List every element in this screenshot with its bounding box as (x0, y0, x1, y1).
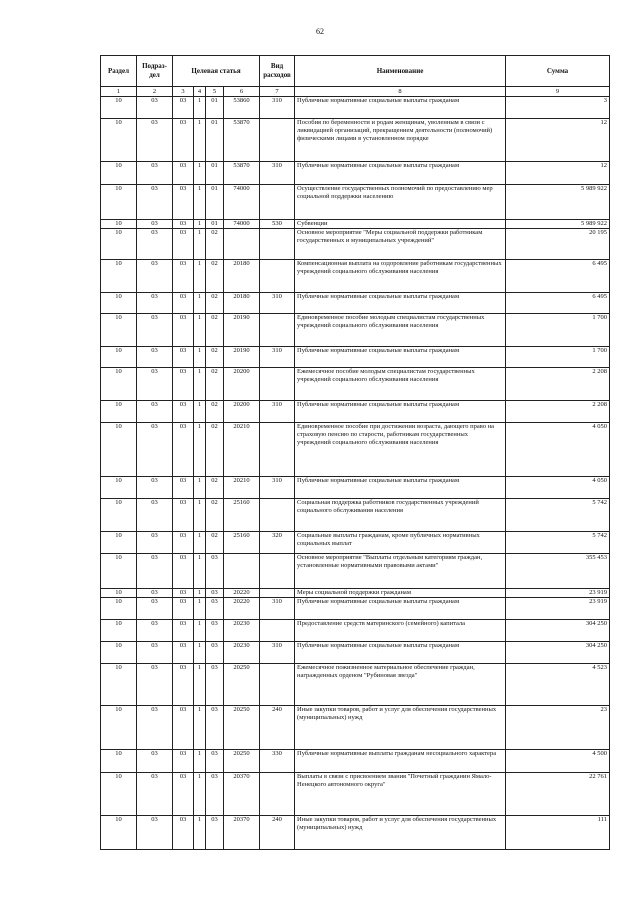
podrazdel-cell: 03 (137, 162, 173, 185)
target-code-cell: 20200 (224, 401, 260, 423)
name-cell: Социальная поддержка работников государственных учреждений социального обслуживания населения (295, 499, 506, 532)
razdel-cell: 10 (101, 97, 137, 119)
target-code-cell: 53870 (224, 162, 260, 185)
target-code-cell: 20180 (224, 293, 260, 314)
table-row (101, 368, 610, 401)
col-number: 4 (194, 87, 206, 97)
target-code-cell: 03 (206, 664, 224, 706)
target-code-cell (224, 229, 260, 260)
target-code-cell: 03 (206, 816, 224, 850)
target-code-cell: 1 (194, 314, 206, 347)
razdel-cell: 10 (101, 423, 137, 477)
table-row (101, 185, 610, 220)
sum-cell: 4 523 (506, 664, 610, 706)
target-code-cell: 20370 (224, 773, 260, 816)
target-code-cell: 03 (173, 750, 194, 773)
table-row (101, 706, 610, 750)
sum-cell: 6 495 (506, 293, 610, 314)
col-number: 6 (224, 87, 260, 97)
razdel-cell: 10 (101, 347, 137, 368)
target-code-cell: 1 (194, 706, 206, 750)
target-code-cell: 02 (206, 260, 224, 293)
target-code-cell: 03 (173, 554, 194, 589)
podrazdel-cell: 03 (137, 773, 173, 816)
sum-cell: 355 453 (506, 554, 610, 589)
target-code-cell: 03 (206, 642, 224, 664)
target-code-cell: 1 (194, 499, 206, 532)
expense-type-cell (260, 119, 295, 162)
expense-type-cell: 310 (260, 598, 295, 620)
name-cell: Осуществление государственных полномочий по предоставлению мер социальной поддержки населению (295, 185, 506, 220)
sum-cell: 111 (506, 816, 610, 850)
target-code-cell: 1 (194, 589, 206, 598)
razdel-cell: 10 (101, 532, 137, 554)
name-cell: Основное мероприятие "Выплаты отдельным категориям граждан, установленные нормативными правовыми актами" (295, 554, 506, 589)
name-cell: Публичные нормативные социальные выплаты гражданам (295, 347, 506, 368)
target-code-cell: 03 (206, 750, 224, 773)
sum-cell: 22 761 (506, 773, 610, 816)
table-row (101, 477, 610, 499)
name-cell: Социальные выплаты гражданам, кроме публичных нормативных социальных выплат (295, 532, 506, 554)
podrazdel-cell: 03 (137, 816, 173, 850)
expense-type-cell: 330 (260, 750, 295, 773)
razdel-cell: 10 (101, 816, 137, 850)
podrazdel-cell: 03 (137, 532, 173, 554)
target-code-cell: 20190 (224, 314, 260, 347)
target-code-cell: 03 (206, 773, 224, 816)
podrazdel-cell: 03 (137, 314, 173, 347)
target-code-cell: 03 (173, 773, 194, 816)
razdel-cell: 10 (101, 119, 137, 162)
expense-type-cell (260, 260, 295, 293)
target-code-cell: 03 (173, 162, 194, 185)
razdel-cell: 10 (101, 499, 137, 532)
sum-cell: 2 208 (506, 401, 610, 423)
header-naimenovanie: Наименование (295, 56, 506, 87)
sum-cell: 20 195 (506, 229, 610, 260)
expense-type-cell (260, 314, 295, 347)
podrazdel-cell: 03 (137, 185, 173, 220)
expense-type-cell: 310 (260, 97, 295, 119)
target-code-cell: 03 (173, 532, 194, 554)
podrazdel-cell: 03 (137, 642, 173, 664)
table-row (101, 162, 610, 185)
name-cell: Единовременное пособие при достижении возраста, дающего право на страховую пенсию по старости, работникам государственных учреждений социального обслуживания населения (295, 423, 506, 477)
col-number: 5 (206, 87, 224, 97)
podrazdel-cell: 03 (137, 477, 173, 499)
table-row (101, 532, 610, 554)
razdel-cell: 10 (101, 477, 137, 499)
target-code-cell: 02 (206, 293, 224, 314)
table-row (101, 554, 610, 589)
sum-cell: 23 919 (506, 598, 610, 620)
target-code-cell: 03 (206, 598, 224, 620)
target-code-cell: 03 (173, 185, 194, 220)
podrazdel-cell: 03 (137, 598, 173, 620)
sum-cell: 12 (506, 119, 610, 162)
sum-cell: 5 989 922 (506, 220, 610, 229)
header-summa: Сумма (506, 56, 610, 87)
expense-type-cell: 310 (260, 162, 295, 185)
podrazdel-cell: 03 (137, 423, 173, 477)
table-row (101, 220, 610, 229)
target-code-cell: 03 (173, 642, 194, 664)
header-celevaya-statya: Целевая статья (173, 56, 260, 87)
expense-type-cell: 240 (260, 706, 295, 750)
target-code-cell: 03 (173, 220, 194, 229)
name-cell: Основное мероприятие "Меры социальной поддержки работникам государственных и муниципальных учреждений" (295, 229, 506, 260)
target-code-cell: 03 (173, 347, 194, 368)
col-number: 2 (137, 87, 173, 97)
name-cell: Компенсационная выплата на оздоровление работникам государственных учреждений социального обслуживания населения (295, 260, 506, 293)
target-code-cell: 03 (173, 293, 194, 314)
col-number: 7 (260, 87, 295, 97)
expense-type-cell: 530 (260, 220, 295, 229)
razdel-cell: 10 (101, 620, 137, 642)
col-number: 1 (101, 87, 137, 97)
sum-cell: 23 (506, 706, 610, 750)
table-row (101, 423, 610, 477)
name-cell: Иные закупки товаров, работ и услуг для обеспечения государственных (муниципальных) нужд (295, 706, 506, 750)
target-code-cell: 25160 (224, 532, 260, 554)
target-code-cell: 03 (173, 423, 194, 477)
target-code-cell: 03 (173, 589, 194, 598)
target-code-cell: 1 (194, 368, 206, 401)
table-row (101, 750, 610, 773)
razdel-cell: 10 (101, 554, 137, 589)
target-code-cell: 1 (194, 598, 206, 620)
header-vid-rashodov: Вид расходов (260, 56, 295, 87)
target-code-cell: 20220 (224, 589, 260, 598)
podrazdel-cell: 03 (137, 499, 173, 532)
expense-type-cell (260, 664, 295, 706)
target-code-cell: 03 (173, 314, 194, 347)
target-code-cell: 03 (173, 620, 194, 642)
expense-type-cell: 310 (260, 477, 295, 499)
target-code-cell: 1 (194, 162, 206, 185)
target-code-cell: 02 (206, 499, 224, 532)
target-code-cell: 1 (194, 816, 206, 850)
name-cell: Публичные нормативные выплаты гражданам несоциального характера (295, 750, 506, 773)
target-code-cell: 03 (173, 260, 194, 293)
razdel-cell: 10 (101, 260, 137, 293)
target-code-cell: 01 (206, 119, 224, 162)
name-cell: Субвенции (295, 220, 506, 229)
target-code-cell: 01 (206, 185, 224, 220)
target-code-cell: 02 (206, 423, 224, 477)
budget-table (100, 55, 610, 850)
target-code-cell: 20220 (224, 598, 260, 620)
target-code-cell: 1 (194, 554, 206, 589)
target-code-cell: 1 (194, 532, 206, 554)
target-code-cell: 1 (194, 773, 206, 816)
expense-type-cell: 310 (260, 347, 295, 368)
target-code-cell: 1 (194, 477, 206, 499)
target-code-cell: 1 (194, 664, 206, 706)
target-code-cell: 1 (194, 423, 206, 477)
name-cell: Меры социальной поддержки гражданам (295, 589, 506, 598)
podrazdel-cell: 03 (137, 706, 173, 750)
podrazdel-cell: 03 (137, 220, 173, 229)
podrazdel-cell: 03 (137, 229, 173, 260)
sum-cell: 6 495 (506, 260, 610, 293)
target-code-cell: 03 (173, 229, 194, 260)
razdel-cell: 10 (101, 314, 137, 347)
name-cell: Предоставление средств материнского (семейного) капитала (295, 620, 506, 642)
target-code-cell: 20230 (224, 620, 260, 642)
col-number: 9 (506, 87, 610, 97)
target-code-cell: 02 (206, 229, 224, 260)
podrazdel-cell: 03 (137, 368, 173, 401)
table-row (101, 229, 610, 260)
razdel-cell: 10 (101, 589, 137, 598)
razdel-cell: 10 (101, 642, 137, 664)
target-code-cell: 03 (173, 477, 194, 499)
name-cell: Публичные нормативные социальные выплаты гражданам (295, 598, 506, 620)
column-number-row (101, 87, 610, 97)
target-code-cell: 02 (206, 347, 224, 368)
expense-type-cell (260, 589, 295, 598)
razdel-cell: 10 (101, 220, 137, 229)
target-code-cell: 20230 (224, 642, 260, 664)
sum-cell: 1 700 (506, 347, 610, 368)
podrazdel-cell: 03 (137, 620, 173, 642)
podrazdel-cell: 03 (137, 589, 173, 598)
podrazdel-cell: 03 (137, 554, 173, 589)
sum-cell: 304 250 (506, 620, 610, 642)
target-code-cell: 1 (194, 220, 206, 229)
razdel-cell: 10 (101, 664, 137, 706)
podrazdel-cell: 03 (137, 401, 173, 423)
table-row (101, 816, 610, 850)
target-code-cell: 1 (194, 642, 206, 664)
name-cell: Публичные нормативные социальные выплаты гражданам (295, 293, 506, 314)
sum-cell: 12 (506, 162, 610, 185)
target-code-cell: 53870 (224, 119, 260, 162)
col-number: 8 (295, 87, 506, 97)
target-code-cell: 20190 (224, 347, 260, 368)
sum-cell: 5 989 922 (506, 185, 610, 220)
target-code-cell: 1 (194, 347, 206, 368)
expense-type-cell (260, 620, 295, 642)
sum-cell: 304 250 (506, 642, 610, 664)
table-row (101, 598, 610, 620)
razdel-cell: 10 (101, 750, 137, 773)
table-row (101, 293, 610, 314)
sum-cell: 4 050 (506, 423, 610, 477)
expense-type-cell (260, 423, 295, 477)
podrazdel-cell: 03 (137, 664, 173, 706)
target-code-cell: 03 (206, 620, 224, 642)
expense-type-cell (260, 499, 295, 532)
expense-type-cell: 240 (260, 816, 295, 850)
target-code-cell: 01 (206, 162, 224, 185)
expense-type-cell (260, 185, 295, 220)
podrazdel-cell: 03 (137, 347, 173, 368)
podrazdel-cell: 03 (137, 97, 173, 119)
target-code-cell: 02 (206, 477, 224, 499)
target-code-cell: 01 (206, 220, 224, 229)
podrazdel-cell: 03 (137, 293, 173, 314)
sum-cell: 5 742 (506, 532, 610, 554)
name-cell: Публичные нормативные социальные выплаты гражданам (295, 642, 506, 664)
target-code-cell: 03 (173, 401, 194, 423)
target-code-cell: 20250 (224, 664, 260, 706)
sum-cell: 23 919 (506, 589, 610, 598)
table-row (101, 260, 610, 293)
sum-cell: 4 050 (506, 477, 610, 499)
target-code-cell: 03 (206, 554, 224, 589)
razdel-cell: 10 (101, 706, 137, 750)
target-code-cell: 20210 (224, 477, 260, 499)
razdel-cell: 10 (101, 229, 137, 260)
target-code-cell: 20200 (224, 368, 260, 401)
table-row (101, 314, 610, 347)
target-code-cell: 1 (194, 401, 206, 423)
target-code-cell: 03 (173, 598, 194, 620)
target-code-cell: 20250 (224, 706, 260, 750)
target-code-cell: 20250 (224, 750, 260, 773)
table-row (101, 401, 610, 423)
target-code-cell: 03 (206, 589, 224, 598)
sum-cell: 3 (506, 97, 610, 119)
target-code-cell: 03 (173, 119, 194, 162)
target-code-cell: 03 (173, 816, 194, 850)
table-row (101, 773, 610, 816)
target-code-cell: 1 (194, 750, 206, 773)
target-code-cell: 1 (194, 97, 206, 119)
expense-type-cell (260, 554, 295, 589)
table-row (101, 499, 610, 532)
target-code-cell: 20370 (224, 816, 260, 850)
target-code-cell: 1 (194, 229, 206, 260)
table-row (101, 119, 610, 162)
target-code-cell: 74000 (224, 220, 260, 229)
target-code-cell: 02 (206, 314, 224, 347)
target-code-cell: 1 (194, 293, 206, 314)
target-code-cell: 02 (206, 368, 224, 401)
expense-type-cell: 320 (260, 532, 295, 554)
page-number: 62 (316, 27, 324, 36)
target-code-cell: 1 (194, 260, 206, 293)
name-cell: Иные закупки товаров, работ и услуг для обеспечения государственных (муниципальных) нужд (295, 816, 506, 850)
razdel-cell: 10 (101, 773, 137, 816)
razdel-cell: 10 (101, 598, 137, 620)
target-code-cell: 1 (194, 185, 206, 220)
expense-type-cell (260, 368, 295, 401)
target-code-cell: 03 (173, 706, 194, 750)
name-cell: Публичные нормативные социальные выплаты гражданам (295, 401, 506, 423)
target-code-cell: 20210 (224, 423, 260, 477)
header-razdel: Раздел (101, 56, 137, 87)
expense-type-cell: 310 (260, 401, 295, 423)
podrazdel-cell: 03 (137, 750, 173, 773)
name-cell: Единовременное пособие молодым специалистам государственных учреждений социального обслуживания населения (295, 314, 506, 347)
target-code-cell: 03 (173, 664, 194, 706)
name-cell: Ежемесячное пожизненное материальное обеспечение граждан, награжденных орденом "Рубиновая звезда" (295, 664, 506, 706)
name-cell: Публичные нормативные социальные выплаты гражданам (295, 162, 506, 185)
target-code-cell: 03 (206, 706, 224, 750)
sum-cell: 1 700 (506, 314, 610, 347)
sum-cell: 4 500 (506, 750, 610, 773)
table-row (101, 620, 610, 642)
name-cell: Публичные нормативные социальные выплаты гражданам (295, 477, 506, 499)
podrazdel-cell: 03 (137, 260, 173, 293)
name-cell: Ежемесячное пособие молодым специалистам государственных учреждений социального обслуживания населения (295, 368, 506, 401)
target-code-cell: 1 (194, 119, 206, 162)
table-row (101, 347, 610, 368)
name-cell: Публичные нормативные социальные выплаты гражданам (295, 97, 506, 119)
target-code-cell: 03 (173, 368, 194, 401)
razdel-cell: 10 (101, 162, 137, 185)
target-code-cell: 74000 (224, 185, 260, 220)
sum-cell: 2 208 (506, 368, 610, 401)
expense-type-cell: 310 (260, 642, 295, 664)
target-code-cell: 02 (206, 401, 224, 423)
target-code-cell: 03 (173, 499, 194, 532)
target-code-cell: 01 (206, 97, 224, 119)
table-row (101, 642, 610, 664)
expense-type-cell: 310 (260, 293, 295, 314)
target-code-cell: 02 (206, 532, 224, 554)
razdel-cell: 10 (101, 368, 137, 401)
razdel-cell: 10 (101, 293, 137, 314)
target-code-cell: 25160 (224, 499, 260, 532)
expense-type-cell (260, 773, 295, 816)
razdel-cell: 10 (101, 401, 137, 423)
expense-type-cell (260, 229, 295, 260)
target-code-cell: 20180 (224, 260, 260, 293)
target-code-cell (224, 554, 260, 589)
razdel-cell: 10 (101, 185, 137, 220)
header-podrazdel: Подраз-дел (137, 56, 173, 87)
target-code-cell: 03 (173, 97, 194, 119)
podrazdel-cell: 03 (137, 119, 173, 162)
table-row (101, 97, 610, 119)
name-cell: Пособия по беременности и родам женщинам, уволенным в связи с ликвидацией организаций, прекращением деятельности (полномочий) физическими лицами в установленном порядке (295, 119, 506, 162)
col-number: 3 (173, 87, 194, 97)
table-row (101, 664, 610, 706)
table-row (101, 589, 610, 598)
target-code-cell: 1 (194, 620, 206, 642)
target-code-cell: 53860 (224, 97, 260, 119)
name-cell: Выплаты в связи с присвоением звания "Почетный гражданин Ямало-Ненецкого автономного округа" (295, 773, 506, 816)
sum-cell: 5 742 (506, 499, 610, 532)
